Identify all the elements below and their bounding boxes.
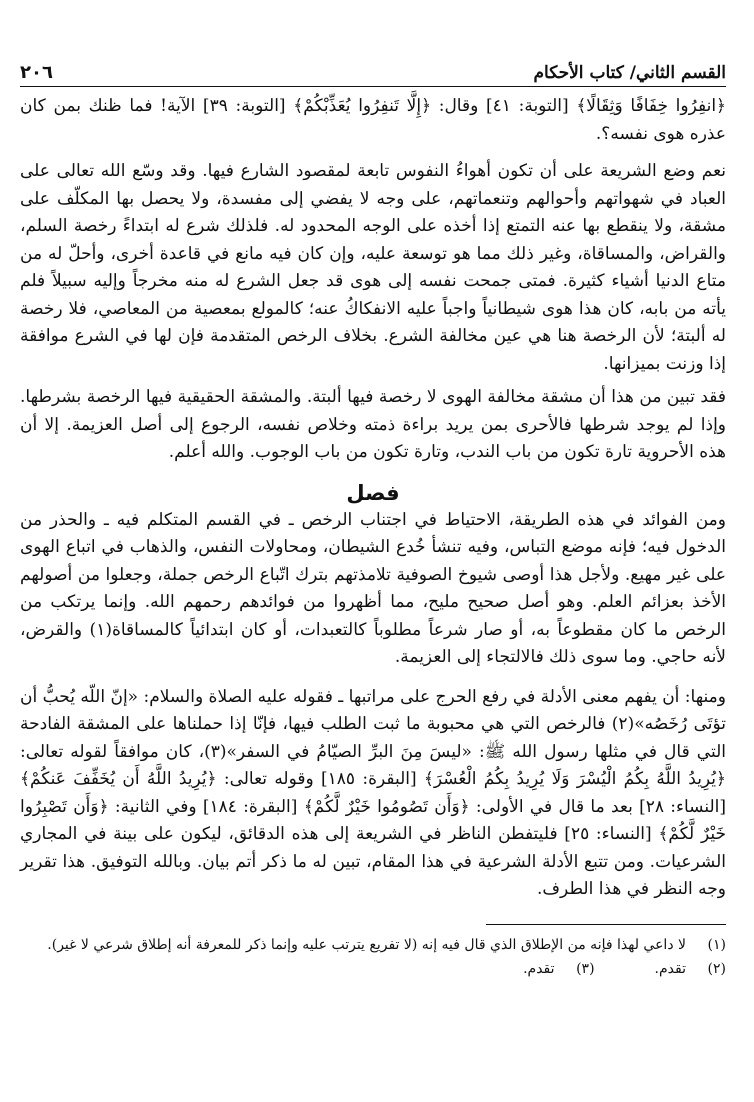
running-header (20, 62, 726, 87)
running-title: القسم الثاني/ كتاب الأحكام (533, 63, 726, 83)
body-paragraph: ﴿انفِرُوا خِفَافًا وَثِقَالًا﴾ [التوبة: ٤١] وقال: ﴿إِلَّا تَنفِرُوا يُعَذِّبْكُمْ﴾ [التوبة: ٣٩] الآية! فما ظنك بمن كان عذره هوى نفسه؟. (20, 96, 727, 144)
footnote-mark: (١) (707, 936, 726, 953)
footnote (20, 933, 726, 957)
footnote-text: لا داعي لهذا فإنه من الإطلاق الذي قال فيه إنه (لا تفريع يترتب عليه وإنما ذكر للمعرفة أنه إطلاق شرعي لا غير). (47, 936, 686, 953)
section-paragraph: ومنها: أن يفهم معنى الأدلة في رفع الحرج على مراتبها ـ فقوله عليه الصلاة والسلام: «إنّ اللّه يُحبُّ أن تؤتَى رُخَصُه»(٢) فالرخص التي هي محبوبة ما ثبت الطلب فيها، فإنّا إذا حملناها على المشقة الفادحة التي قال في مثلها رسول الله ﷺ: «ليسَ مِنَ البرِّ الصيّامُ في السفر»(٣)، كان موافقاً لقوله تعالى: ﴿يُرِيدُ اللَّهُ بِكُمُ الْيُسْرَ وَلَا يُرِيدُ بِكُمُ الْعُسْرَ﴾ [البقرة: ١٨٥] وقوله تعالى: ﴿يُرِيدُ اللَّهُ أَن يُخَفِّفَ عَنكُمْ﴾ [النساء: ٢٨] بعد ما قال في الأولى: ﴿وَأَن تَصُومُوا خَيْرٌ لَّكُمْ﴾ [البقرة: ١٨٤] وفي الثانية: ﴿وَأَن تَصْبِرُوا خَيْرٌ لَّكُمْ﴾ [النساء: ٢٥] فليتفطن الناظر في الشريعة إلى هذه الدقائق، ليكون على بينة في المجاري الشرعيات. ومن تتبع الأدلة الشرعية في هذا المقام، تبين له ما ذكر أتم بيان. وبالله التوفيق. هذا تقرير وجه النظر في هذا الطرف. (20, 686, 727, 899)
footnote-mark: (٣) (576, 960, 595, 977)
footnote (20, 957, 726, 981)
body-paragraph: نعم وضع الشريعة على أن تكون أهواءُ النفوس تابعة لمقصود الشارع فيها. وقد وسّع الله تعالى على العباد في شهواتهم وأحوالهم وتنعماتهم، على وجه لا يفضي إلى مفسدة، ولا يحصل بها المكلّف على مشقة، ولا ينقطع بها عنه التمتع إذا أخذه على الوجه المحدود له. فلذلك شرع له ابتداءً رخصة السلم، والقراض، والمساقاة، وغير ذلك مما هو توسعة عليه، وإن كان فيه مانع في قاعدة أخرى، وأحلّ له من متاع الدنيا أشياء كثيرة. فمتى جمحت نفسه إلى هوى قد جعل الشرع له منه مخرجاً وإليه سبيلاً فلم يأته من بابه، كان هذا هوى شيطانياً واجباً عليه الانفكاكُ عنه؛ كالمولع بمعصية من المعاصي، فلا رخصة له ألبتة؛ لأن الرخصة هنا هي عين مخالفة الشرع. بخلاف الرخص المتقدمة فإن لها في الشرع موافقة إذا وزنت بميزانها. (20, 161, 726, 374)
section-paragraph: ومن الفوائد في هذه الطريقة، الاحتياط في اجتناب الرخص ـ في القسم المتكلم فيه ـ والحذر من الدخول فيه؛ فإنه موضع التباس، وفيه تنشأ خُدع الشيطان، ومحاولات النفس، والذهاب في اتباع الهوى على غير مهيع. ولأجل هذا أوصى شيوخ الصوفية تلامذتهم بترك اتّباع الرخص جملة، وجعلوا من أصولهم الأخذ بعزائم العلم. وهو أصل صحيح مليح، مما أظهروا من فوائدهم رحمهم الله. وإنما يرتكب من الرخص ما كان مقطوعاً به، أو صار شرعاً مطلوباً كالتعبدات، أو كان ابتدائياً كالمساقاة(١) والقرض، لأنه حاجي. وما سوى ذلك فالالتجاء إلى العزيمة. (20, 509, 727, 667)
footnote-text: تقدم. (523, 960, 555, 977)
document-page (20, 62, 726, 981)
footnote-text: تقدم. (654, 960, 686, 977)
body-paragraph: فقد تبين من هذا أن مشقة مخالفة الهوى لا رخصة فيها ألبتة. والمشقة الحقيقية فيها الرخصة بشرطها. وإذا لم يوجد شرطها فالأحرى بمن يريد براءة ذمته وخلاص نفسه، الرجوع إلى أصل العزيمة. إلا أن هذه الأحروية تارة تكون من باب الندب، وتارة تكون من باب الوجوب. والله أعلم. (20, 387, 726, 462)
footnote-mark: (٢) (707, 960, 726, 977)
section-heading: فصل (346, 480, 400, 505)
footnote-separator (486, 924, 726, 925)
footnotes (20, 933, 726, 981)
page-number: ٢٠٦ (20, 62, 53, 83)
